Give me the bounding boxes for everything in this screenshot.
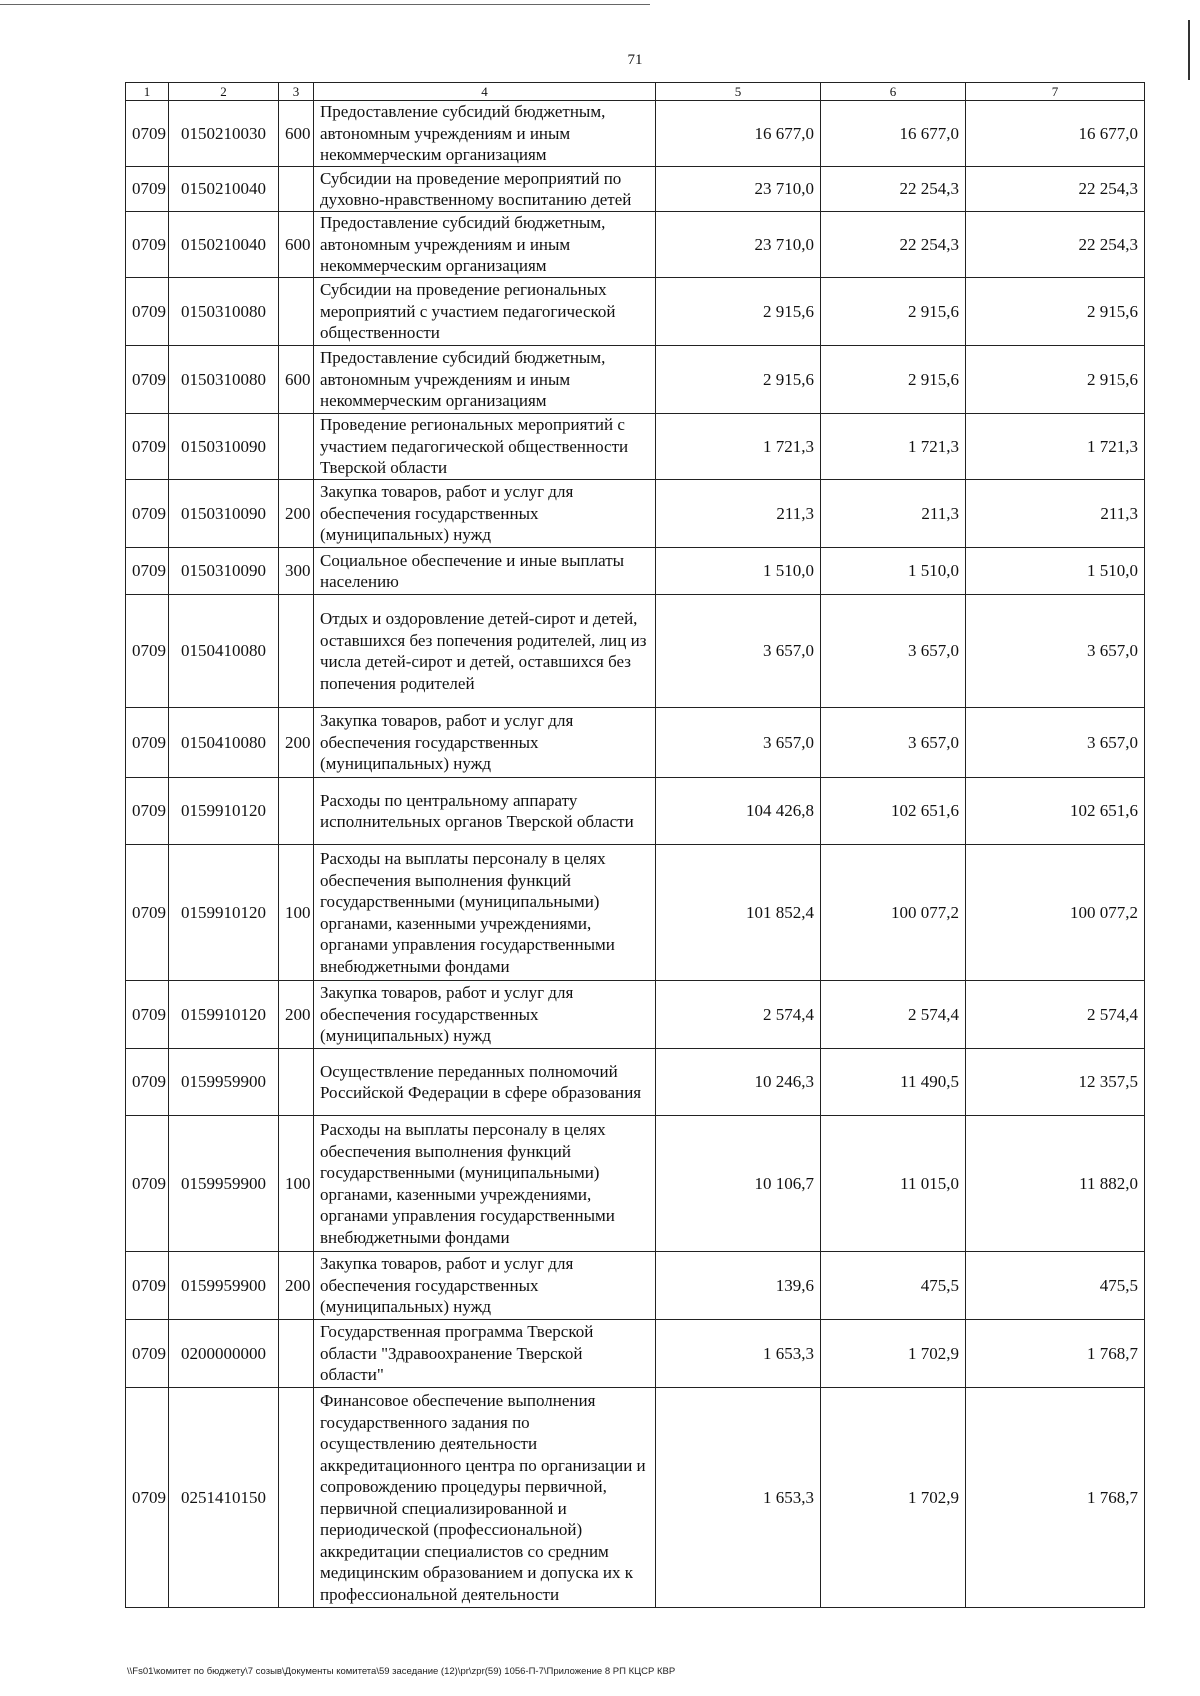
- expense-type-cell: [279, 167, 314, 212]
- table-row: [126, 981, 1145, 1049]
- amount-col-6-cell: 22 254,3: [821, 212, 966, 278]
- amount-col-6-cell: 3 657,0: [821, 595, 966, 708]
- name-cell: Закупка товаров, работ и услуг для обеспечения государственных (муниципальных) нужд: [314, 981, 656, 1049]
- section-cell: 0709: [126, 1252, 169, 1320]
- amount-col-6-cell: 2 915,6: [821, 278, 966, 346]
- name-cell: Проведение региональных мероприятий с участием педагогической общественности Тверской области: [314, 414, 656, 480]
- section-cell: 0709: [126, 278, 169, 346]
- amount-col-5-cell: 2 574,4: [656, 981, 821, 1049]
- name-cell: Осуществление переданных полномочий Российской Федерации в сфере образования: [314, 1049, 656, 1116]
- name-cell: Расходы на выплаты персоналу в целях обеспечения выполнения функций государственными (муниципальными) органами, казенными учреждениями, органами управления государственными внебюджетными фондами: [314, 1116, 656, 1252]
- amount-col-5-cell: 1 653,3: [656, 1320, 821, 1388]
- section-cell: 0709: [126, 1320, 169, 1388]
- amount-col-5-cell: 2 915,6: [656, 278, 821, 346]
- expense-type-cell: [279, 1049, 314, 1116]
- target-code-cell: 0251410150: [169, 1388, 279, 1608]
- amount-col-5-cell: 23 710,0: [656, 212, 821, 278]
- amount-col-5-cell: 23 710,0: [656, 167, 821, 212]
- name-cell: Субсидии на проведение региональных мероприятий с участием педагогической общественности: [314, 278, 656, 346]
- table-row: [126, 708, 1145, 778]
- amount-col-6-cell: 22 254,3: [821, 167, 966, 212]
- target-code-cell: 0159959900: [169, 1252, 279, 1320]
- amount-col-6-cell: 102 651,6: [821, 778, 966, 845]
- section-cell: 0709: [126, 548, 169, 595]
- expense-type-cell: 200: [279, 480, 314, 548]
- amount-col-7-cell: 2 574,4: [966, 981, 1145, 1049]
- section-cell: 0709: [126, 480, 169, 548]
- amount-col-5-cell: 1 721,3: [656, 414, 821, 480]
- expense-type-cell: 600: [279, 212, 314, 278]
- scan-edge-line: [0, 4, 650, 5]
- section-cell: 0709: [126, 708, 169, 778]
- header-col-7: 7: [966, 83, 1145, 101]
- table-row: [126, 845, 1145, 981]
- amount-col-7-cell: 1 768,7: [966, 1320, 1145, 1388]
- name-cell: Субсидии на проведение мероприятий по духовно-нравственному воспитанию детей: [314, 167, 656, 212]
- table-row: [126, 548, 1145, 595]
- amount-col-6-cell: 1 702,9: [821, 1320, 966, 1388]
- amount-col-7-cell: 22 254,3: [966, 167, 1145, 212]
- scan-edge-mark: [1188, 20, 1190, 80]
- amount-col-7-cell: 1 510,0: [966, 548, 1145, 595]
- amount-col-6-cell: 475,5: [821, 1252, 966, 1320]
- section-cell: 0709: [126, 167, 169, 212]
- section-cell: 0709: [126, 845, 169, 981]
- amount-col-5-cell: 104 426,8: [656, 778, 821, 845]
- header-row: [126, 83, 1145, 101]
- amount-col-6-cell: 1 702,9: [821, 1388, 966, 1608]
- section-cell: 0709: [126, 1049, 169, 1116]
- header-col-2: 2: [169, 83, 279, 101]
- expense-type-cell: 100: [279, 1116, 314, 1252]
- name-cell: Государственная программа Тверской области "Здравоохранение Тверской области": [314, 1320, 656, 1388]
- amount-col-7-cell: 2 915,6: [966, 346, 1145, 414]
- amount-col-5-cell: 3 657,0: [656, 595, 821, 708]
- amount-col-7-cell: 475,5: [966, 1252, 1145, 1320]
- expense-type-cell: 200: [279, 708, 314, 778]
- target-code-cell: 0150310080: [169, 278, 279, 346]
- section-cell: 0709: [126, 981, 169, 1049]
- table-header: [126, 83, 1145, 101]
- amount-col-7-cell: 211,3: [966, 480, 1145, 548]
- table-row: [126, 595, 1145, 708]
- table-row: [126, 1388, 1145, 1608]
- amount-col-6-cell: 11 490,5: [821, 1049, 966, 1116]
- document-file-path: \\Fs01\комитет по бюджету\7 созыв\Документы комитета\59 заседание (12)\pr\zpr(59) 1056-П-7\Приложение 8 РП КЦСР КВР: [127, 1666, 676, 1677]
- amount-col-7-cell: 11 882,0: [966, 1116, 1145, 1252]
- name-cell: Закупка товаров, работ и услуг для обеспечения государственных (муниципальных) нужд: [314, 1252, 656, 1320]
- section-cell: 0709: [126, 778, 169, 845]
- header-col-3: 3: [279, 83, 314, 101]
- target-code-cell: 0150410080: [169, 708, 279, 778]
- amount-col-7-cell: 2 915,6: [966, 278, 1145, 346]
- amount-col-7-cell: 22 254,3: [966, 212, 1145, 278]
- table-row: [126, 212, 1145, 278]
- target-code-cell: 0150210040: [169, 212, 279, 278]
- name-cell: Предоставление субсидий бюджетным, автономным учреждениям и иным некоммерческим организациям: [314, 212, 656, 278]
- header-col-4: 4: [314, 83, 656, 101]
- target-code-cell: 0159959900: [169, 1049, 279, 1116]
- table-row: [126, 1320, 1145, 1388]
- expense-type-cell: 300: [279, 548, 314, 595]
- amount-col-6-cell: 1 721,3: [821, 414, 966, 480]
- amount-col-5-cell: 211,3: [656, 480, 821, 548]
- amount-col-5-cell: 139,6: [656, 1252, 821, 1320]
- target-code-cell: 0200000000: [169, 1320, 279, 1388]
- amount-col-6-cell: 1 510,0: [821, 548, 966, 595]
- table-row: [126, 101, 1145, 167]
- name-cell: Закупка товаров, работ и услуг для обеспечения государственных (муниципальных) нужд: [314, 480, 656, 548]
- amount-col-6-cell: 100 077,2: [821, 845, 966, 981]
- section-cell: 0709: [126, 346, 169, 414]
- header-col-1: 1: [126, 83, 169, 101]
- amount-col-7-cell: 1 768,7: [966, 1388, 1145, 1608]
- amount-col-5-cell: 101 852,4: [656, 845, 821, 981]
- expense-type-cell: [279, 778, 314, 845]
- name-cell: Отдых и оздоровление детей-сирот и детей, оставшихся без попечения родителей, лиц из числа детей-сирот и детей, оставшихся без попечения родителей: [314, 595, 656, 708]
- section-cell: 0709: [126, 414, 169, 480]
- expense-type-cell: 200: [279, 981, 314, 1049]
- amount-col-6-cell: 3 657,0: [821, 708, 966, 778]
- name-cell: Социальное обеспечение и иные выплаты населению: [314, 548, 656, 595]
- target-code-cell: 0159910120: [169, 981, 279, 1049]
- section-cell: 0709: [126, 101, 169, 167]
- expense-type-cell: 100: [279, 845, 314, 981]
- target-code-cell: 0159910120: [169, 845, 279, 981]
- target-code-cell: 0150210040: [169, 167, 279, 212]
- table-row: [126, 346, 1145, 414]
- table-row: [126, 278, 1145, 346]
- amount-col-6-cell: 16 677,0: [821, 101, 966, 167]
- target-code-cell: 0150310080: [169, 346, 279, 414]
- table-row: [126, 167, 1145, 212]
- amount-col-5-cell: 10 246,3: [656, 1049, 821, 1116]
- amount-col-5-cell: 16 677,0: [656, 101, 821, 167]
- amount-col-5-cell: 2 915,6: [656, 346, 821, 414]
- expense-type-cell: [279, 1320, 314, 1388]
- expense-type-cell: 600: [279, 346, 314, 414]
- name-cell: Финансовое обеспечение выполнения государственного задания по осуществлению деятельности аккредитационного центра по организации и сопровождению процедуры первичной, первичной специализированной и периодической (профессиональной) аккредитации специалистов со средним медицинским образованием и допуска их к профессиональной деятельности: [314, 1388, 656, 1608]
- amount-col-5-cell: 1 653,3: [656, 1388, 821, 1608]
- expense-type-cell: 600: [279, 101, 314, 167]
- expense-type-cell: [279, 414, 314, 480]
- section-cell: 0709: [126, 1116, 169, 1252]
- section-cell: 0709: [126, 1388, 169, 1608]
- table-row: [126, 778, 1145, 845]
- amount-col-7-cell: 16 677,0: [966, 101, 1145, 167]
- name-cell: Закупка товаров, работ и услуг для обеспечения государственных (муниципальных) нужд: [314, 708, 656, 778]
- expense-type-cell: 200: [279, 1252, 314, 1320]
- section-cell: 0709: [126, 212, 169, 278]
- page-number: 71: [627, 52, 643, 68]
- amount-col-7-cell: 3 657,0: [966, 708, 1145, 778]
- target-code-cell: 0150310090: [169, 480, 279, 548]
- name-cell: Расходы по центральному аппарату исполнительных органов Тверской области: [314, 778, 656, 845]
- table-row: [126, 1116, 1145, 1252]
- target-code-cell: 0150410080: [169, 595, 279, 708]
- target-code-cell: 0159959900: [169, 1116, 279, 1252]
- table-row: [126, 480, 1145, 548]
- amount-col-5-cell: 1 510,0: [656, 548, 821, 595]
- budget-table: [125, 82, 1145, 1608]
- target-code-cell: 0150310090: [169, 414, 279, 480]
- table-body: [126, 101, 1145, 1608]
- amount-col-6-cell: 11 015,0: [821, 1116, 966, 1252]
- header-col-6: 6: [821, 83, 966, 101]
- name-cell: Предоставление субсидий бюджетным, автономным учреждениям и иным некоммерческим организациям: [314, 346, 656, 414]
- amount-col-7-cell: 1 721,3: [966, 414, 1145, 480]
- amount-col-7-cell: 100 077,2: [966, 845, 1145, 981]
- amount-col-7-cell: 102 651,6: [966, 778, 1145, 845]
- target-code-cell: 0159910120: [169, 778, 279, 845]
- header-col-5: 5: [656, 83, 821, 101]
- amount-col-5-cell: 10 106,7: [656, 1116, 821, 1252]
- table-row: [126, 414, 1145, 480]
- amount-col-6-cell: 2 574,4: [821, 981, 966, 1049]
- amount-col-5-cell: 3 657,0: [656, 708, 821, 778]
- table-row: [126, 1252, 1145, 1320]
- name-cell: Предоставление субсидий бюджетным, автономным учреждениям и иным некоммерческим организациям: [314, 101, 656, 167]
- amount-col-7-cell: 12 357,5: [966, 1049, 1145, 1116]
- table-row: [126, 1049, 1145, 1116]
- amount-col-7-cell: 3 657,0: [966, 595, 1145, 708]
- amount-col-6-cell: 2 915,6: [821, 346, 966, 414]
- expense-type-cell: [279, 595, 314, 708]
- amount-col-6-cell: 211,3: [821, 480, 966, 548]
- target-code-cell: 0150210030: [169, 101, 279, 167]
- expense-type-cell: [279, 278, 314, 346]
- expense-type-cell: [279, 1388, 314, 1608]
- target-code-cell: 0150310090: [169, 548, 279, 595]
- section-cell: 0709: [126, 595, 169, 708]
- name-cell: Расходы на выплаты персоналу в целях обеспечения выполнения функций государственными (муниципальными) органами, казенными учреждениями, органами управления государственными внебюджетными фондами: [314, 845, 656, 981]
